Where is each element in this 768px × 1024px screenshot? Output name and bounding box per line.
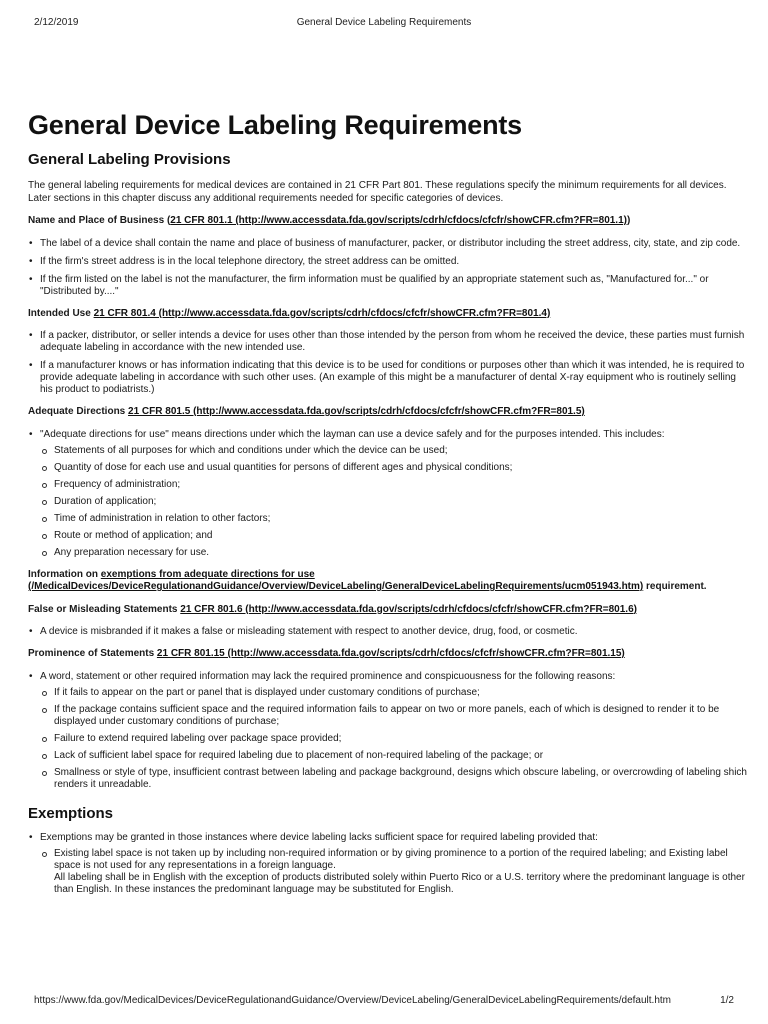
sub-list-item: Duration of application;: [54, 496, 750, 508]
list-item-text: "Adequate directions for use" means directions under which the layman can use a device safely and for the purposes intended. This includes:: [40, 428, 665, 440]
list-item: • A device is misbranded if it makes a false or misleading statement with respect to another device, drug, food, or cosmetic.: [40, 626, 750, 638]
sub-list-item-text: All labeling shall be in English with the exception of products distributed solely within Puerto Rico or a U.S. territory where the predominant language is other than English. In these instances the predominant language may be substituted for English.: [54, 871, 745, 895]
page-number: 1/2: [720, 995, 734, 1006]
sub-list-item: [54, 848, 750, 896]
section-heading-exemptions: Exemptions: [28, 804, 114, 822]
print-date: 2/12/2019: [34, 17, 79, 28]
prominence-list: [28, 671, 750, 791]
adequate-directions-list: [28, 429, 750, 559]
link-exemptions-adequate-directions[interactable]: exemptions from adequate directions for use: [100, 568, 315, 580]
exemptions-list: [28, 832, 750, 896]
link-exemptions-path[interactable]: (/MedicalDevices/DeviceRegulationandGuidance/Overview/DeviceLabeling/GeneralDeviceLabelingRequirements/ucm051943.htm): [28, 581, 644, 592]
print-header: [34, 17, 734, 31]
list-item-text: A word, statement or other required information may lack the required prominence and conspicuousness for the following reasons:: [40, 670, 616, 682]
sub-list-item: Time of administration in relation to other factors;: [54, 513, 750, 525]
list-item: [40, 429, 750, 559]
subheading-adequate-directions: [28, 406, 750, 419]
sub-list: [40, 445, 750, 559]
sub-list-item: Statements of all purposes for which and conditions under which the device can be used;: [54, 445, 750, 457]
list-item: • The label of a device shall contain the name and place of business of manufacturer, packer, or distributor including the street address, city, state, and zip code.: [40, 238, 750, 250]
intro-paragraph: The general labeling requirements for medical devices are contained in 21 CFR Part 801. These regulations specify the minimum requirements for all devices. Later sections in this chapter discuss any additional requirements needed for specific categories of devices.: [28, 180, 727, 204]
subheading-prominence: [28, 648, 750, 661]
list-item: • If the firm's street address is in the local telephone directory, the street address can be omitted.: [40, 256, 750, 268]
subheading-false-misleading: [28, 604, 750, 617]
name-place-suffix: ): [626, 215, 631, 226]
list-item: • If the firm listed on the label is not the manufacturer, the firm information must be qualified by an appropriate statement such as, "Manufactured for..." or "Distributed by....": [40, 274, 750, 298]
info-prefix: Information on: [28, 568, 101, 580]
list-item-text: Exemptions may be granted in those instances where device labeling lacks sufficient space for required labeling provided that:: [40, 831, 598, 843]
sub-list-item: Smallness or style of type, insufficient contrast between labeling and package background, designs which obscure labeling, or overcrowding of labeling shich renders it unreadable.: [54, 767, 750, 791]
name-place-list: [28, 238, 750, 298]
list-item: • If a packer, distributor, or seller intends a device for uses other than those intended by the person from whom he received the device, these parties must furnish adequate labeling in accordance with the new intended use.: [40, 330, 750, 354]
intended-use-list: [28, 330, 750, 396]
sub-list-item: Frequency of administration;: [54, 479, 750, 491]
false-misleading-label: False or Misleading Statements: [28, 603, 181, 615]
list-item: [40, 671, 750, 791]
exemptions-info: [28, 569, 750, 594]
prominence-label: Prominence of Statements: [28, 648, 157, 659]
subheading-name-place: [28, 215, 750, 228]
sub-list: [40, 687, 750, 791]
adequate-directions-label: Adequate Directions: [28, 406, 129, 417]
link-cfr-801-6[interactable]: 21 CFR 801.6 (http://www.accessdata.fda.gov/scripts/cdrh/cfdocs/cfcfr/showCFR.cfm?FR=801.6): [180, 603, 637, 615]
sub-list-item-text: Existing label space is not taken up by including non-required information or by giving prominence to a portion of the required labeling; and Existing label space is not used for any representations in a foreign language.: [54, 847, 728, 871]
link-cfr-801-1[interactable]: 21 CFR 801.1 (http://www.accessdata.fda.gov/scripts/cdrh/cfdocs/cfcfr/showCFR.cfm?FR=801.1): [170, 215, 627, 226]
sub-list-item: If the package contains sufficient space and the required information fails to appear on two or more panels, each of which is designed to render it to be displayed under customary conditions of purchase;: [54, 704, 750, 728]
link-cfr-801-4[interactable]: 21 CFR 801.4 (http://www.accessdata.fda.gov/scripts/cdrh/cfdocs/cfcfr/showCFR.cfm?FR=801.4): [93, 307, 551, 319]
sub-list-item: If it fails to appear on the part or panel that is displayed under customary conditions of purchase;: [54, 687, 750, 699]
name-place-label: Name and Place of Business (: [28, 215, 171, 226]
sub-list-item: Route or method of application; and: [54, 530, 750, 542]
intended-use-label: Intended Use: [28, 307, 94, 319]
sub-list-item: Quantity of dose for each use and usual quantities for persons of different ages and physical conditions;: [54, 462, 750, 474]
sub-list: [40, 848, 750, 896]
list-item: • If a manufacturer knows or has information indicating that this device is to be used for conditions or purposes other than which it was intended, he is required to provide adequate labeling in accordance with such other uses. (An example of this might be a manufacturer of dental X-ray equipment who is routinely selling his product to podiatrists.): [40, 360, 750, 396]
sub-list-item: Any preparation necessary for use.: [54, 547, 750, 559]
section-heading-general-labeling: General Labeling Provisions: [28, 151, 231, 168]
page-title: General Device Labeling Requirements: [28, 110, 522, 140]
subheading-intended-use: [28, 308, 750, 321]
false-misleading-list: [28, 626, 750, 638]
print-footer: [34, 995, 734, 1007]
sub-list-item: Lack of sufficient label space for required labeling due to placement of non-required labeling of the package; or: [54, 750, 750, 762]
list-item: [40, 832, 750, 896]
print-title: General Device Labeling Requirements: [296, 17, 472, 28]
link-cfr-801-5[interactable]: 21 CFR 801.5 (http://www.accessdata.fda.gov/scripts/cdrh/cfdocs/cfcfr/showCFR.cfm?FR=801.5): [128, 406, 585, 417]
info-suffix: requirement.: [643, 581, 707, 592]
print-url: https://www.fda.gov/MedicalDevices/DeviceRegulationandGuidance/Overview/DeviceLabeling/GeneralDeviceLabelingRequirements/default.htm: [34, 995, 672, 1006]
sub-list-item: Failure to extend required labeling over package space provided;: [54, 733, 750, 745]
document-content: [28, 110, 750, 906]
link-cfr-801-15[interactable]: 21 CFR 801.15 (http://www.accessdata.fda.gov/scripts/cdrh/cfdocs/cfcfr/showCFR.cfm?FR=801.15): [156, 648, 625, 659]
